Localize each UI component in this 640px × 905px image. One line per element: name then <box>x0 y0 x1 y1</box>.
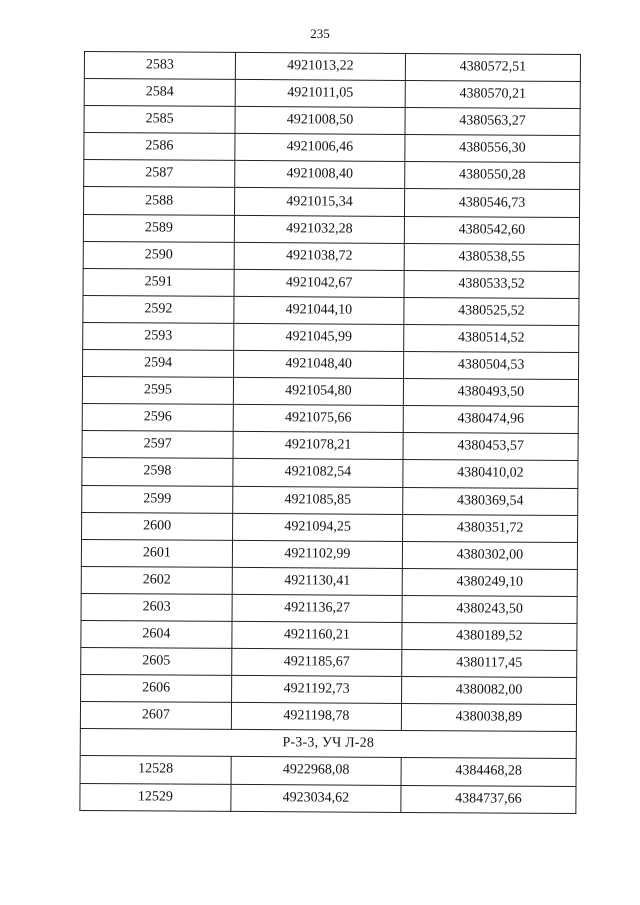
table-row <box>83 214 579 244</box>
y-coordinate-cell: 4380542,60 <box>404 216 579 244</box>
y-coordinate-cell: 4380189,52 <box>402 622 577 650</box>
point-number-cell: 2585 <box>84 106 235 134</box>
y-coordinate-cell: 4380550,28 <box>405 162 580 190</box>
y-coordinate-cell: 4380474,96 <box>403 406 578 434</box>
y-coordinate-cell: 4380556,30 <box>405 135 580 163</box>
x-coordinate-cell: 4921192,73 <box>232 676 402 704</box>
section-header-row <box>80 729 576 759</box>
y-coordinate-cell: 4380243,50 <box>402 595 577 623</box>
page-number: 235 <box>310 26 330 41</box>
table-row <box>82 512 578 542</box>
x-coordinate-cell: 4921013,22 <box>235 52 405 80</box>
y-coordinate-cell: 4380514,52 <box>404 324 579 352</box>
y-coordinate-cell: 4380538,55 <box>404 243 579 271</box>
y-coordinate-cell: 4380453,57 <box>403 433 578 461</box>
point-number-cell: 2588 <box>84 187 235 215</box>
y-coordinate-cell: 4384737,66 <box>401 785 576 813</box>
point-number-cell: 2596 <box>82 404 233 432</box>
table-row <box>82 485 578 515</box>
x-coordinate-cell: 4921008,50 <box>235 107 405 135</box>
y-coordinate-cell: 4380563,27 <box>405 108 580 136</box>
y-coordinate-cell: 4380504,53 <box>404 351 579 379</box>
point-number-cell: 2607 <box>80 702 231 730</box>
x-coordinate-cell: 4921102,99 <box>232 540 402 568</box>
table-row <box>80 702 576 732</box>
x-coordinate-cell: 4921044,10 <box>234 296 404 324</box>
table-row <box>81 648 577 678</box>
table-row <box>83 295 579 325</box>
point-number-cell: 2584 <box>84 79 235 107</box>
point-number-cell: 2600 <box>82 512 233 540</box>
y-coordinate-cell: 4380351,72 <box>403 514 578 542</box>
y-coordinate-cell: 4380546,73 <box>404 189 579 217</box>
table-row <box>84 160 580 190</box>
point-number-cell: 2583 <box>84 52 235 80</box>
table-row <box>81 566 577 596</box>
y-coordinate-cell: 4380533,52 <box>404 270 579 298</box>
table-row <box>84 106 580 136</box>
x-coordinate-cell: 4921054,80 <box>233 378 403 406</box>
x-coordinate-cell: 4921130,41 <box>232 567 402 595</box>
x-coordinate-cell: 4921078,21 <box>233 432 403 460</box>
y-coordinate-cell: 4380249,10 <box>402 568 577 596</box>
y-coordinate-cell: 4380302,00 <box>402 541 577 569</box>
x-coordinate-cell: 4921075,66 <box>233 405 403 433</box>
x-coordinate-cell: 4921042,67 <box>234 269 404 297</box>
table-row <box>83 322 579 352</box>
table-row <box>82 431 578 461</box>
point-number-cell: 2595 <box>82 377 233 405</box>
table-row <box>82 404 578 434</box>
y-coordinate-cell: 4380493,50 <box>403 379 578 407</box>
point-number-cell: 2603 <box>81 593 232 621</box>
table-row <box>83 268 579 298</box>
table-row <box>83 241 579 271</box>
table-row <box>81 675 577 705</box>
x-coordinate-cell: 4923034,62 <box>231 784 401 812</box>
x-coordinate-cell: 4921045,99 <box>234 323 404 351</box>
point-number-cell: 2599 <box>82 485 233 513</box>
table-row <box>81 620 577 650</box>
point-number-cell: 2597 <box>82 431 233 459</box>
table-row <box>80 783 576 813</box>
point-number-cell: 2589 <box>83 214 234 242</box>
table-row <box>84 52 580 82</box>
point-number-cell: 2591 <box>83 268 234 296</box>
point-number-cell: 2605 <box>81 648 232 676</box>
point-number-cell: 2602 <box>81 566 232 594</box>
point-number-cell: 2594 <box>83 350 234 378</box>
point-number-cell: 2601 <box>81 539 232 567</box>
x-coordinate-cell: 4921094,25 <box>233 513 403 541</box>
table-row <box>81 539 577 569</box>
point-number-cell: 12528 <box>80 756 231 784</box>
table-row <box>84 133 580 163</box>
table-row <box>82 377 578 407</box>
table-row <box>84 79 580 109</box>
point-number-cell: 2593 <box>83 322 234 350</box>
x-coordinate-cell: 4921082,54 <box>233 459 403 487</box>
coordinates-table <box>79 51 581 814</box>
section-header-group <box>80 729 576 759</box>
table-row <box>80 756 576 786</box>
x-coordinate-cell: 4921160,21 <box>232 621 402 649</box>
coordinates-table-body <box>80 52 580 732</box>
point-number-cell: 2587 <box>84 160 235 188</box>
point-number-cell: 2604 <box>81 620 232 648</box>
x-coordinate-cell: 4921085,85 <box>233 486 403 514</box>
x-coordinate-cell: 4921008,40 <box>235 161 405 189</box>
x-coordinate-cell: 4921011,05 <box>235 80 405 108</box>
table-row <box>82 458 578 488</box>
x-coordinate-cell: 4921006,46 <box>235 134 405 162</box>
y-coordinate-cell: 4380082,00 <box>402 677 577 705</box>
x-coordinate-cell: 4921015,34 <box>235 188 405 216</box>
y-coordinate-cell: 4380117,45 <box>402 650 577 678</box>
point-number-cell: 2598 <box>82 458 233 486</box>
point-number-cell: 2586 <box>84 133 235 161</box>
table-row <box>83 350 579 380</box>
y-coordinate-cell: 4380038,89 <box>401 704 576 732</box>
table-row <box>81 593 577 623</box>
table-row <box>84 187 580 217</box>
x-coordinate-cell: 4921185,67 <box>232 648 402 676</box>
y-coordinate-cell: 4380570,21 <box>405 81 580 109</box>
point-number-cell: 2606 <box>81 675 232 703</box>
section-table-body <box>80 756 576 813</box>
x-coordinate-cell: 4921136,27 <box>232 594 402 622</box>
y-coordinate-cell: 4384468,28 <box>401 758 576 786</box>
point-number-cell: 2592 <box>83 295 234 323</box>
y-coordinate-cell: 4380525,52 <box>404 297 579 325</box>
x-coordinate-cell: 4921032,28 <box>234 215 404 243</box>
x-coordinate-cell: 4922968,08 <box>231 757 401 785</box>
y-coordinate-cell: 4380369,54 <box>403 487 578 515</box>
y-coordinate-cell: 4380410,02 <box>403 460 578 488</box>
x-coordinate-cell: 4921048,40 <box>234 350 404 378</box>
x-coordinate-cell: 4921038,72 <box>234 242 404 270</box>
point-number-cell: 12529 <box>80 783 231 811</box>
point-number-cell: 2590 <box>83 241 234 269</box>
section-title: Р-3-3, УЧ Л-28 <box>80 729 576 759</box>
x-coordinate-cell: 4921198,78 <box>231 703 401 731</box>
y-coordinate-cell: 4380572,51 <box>405 53 580 81</box>
